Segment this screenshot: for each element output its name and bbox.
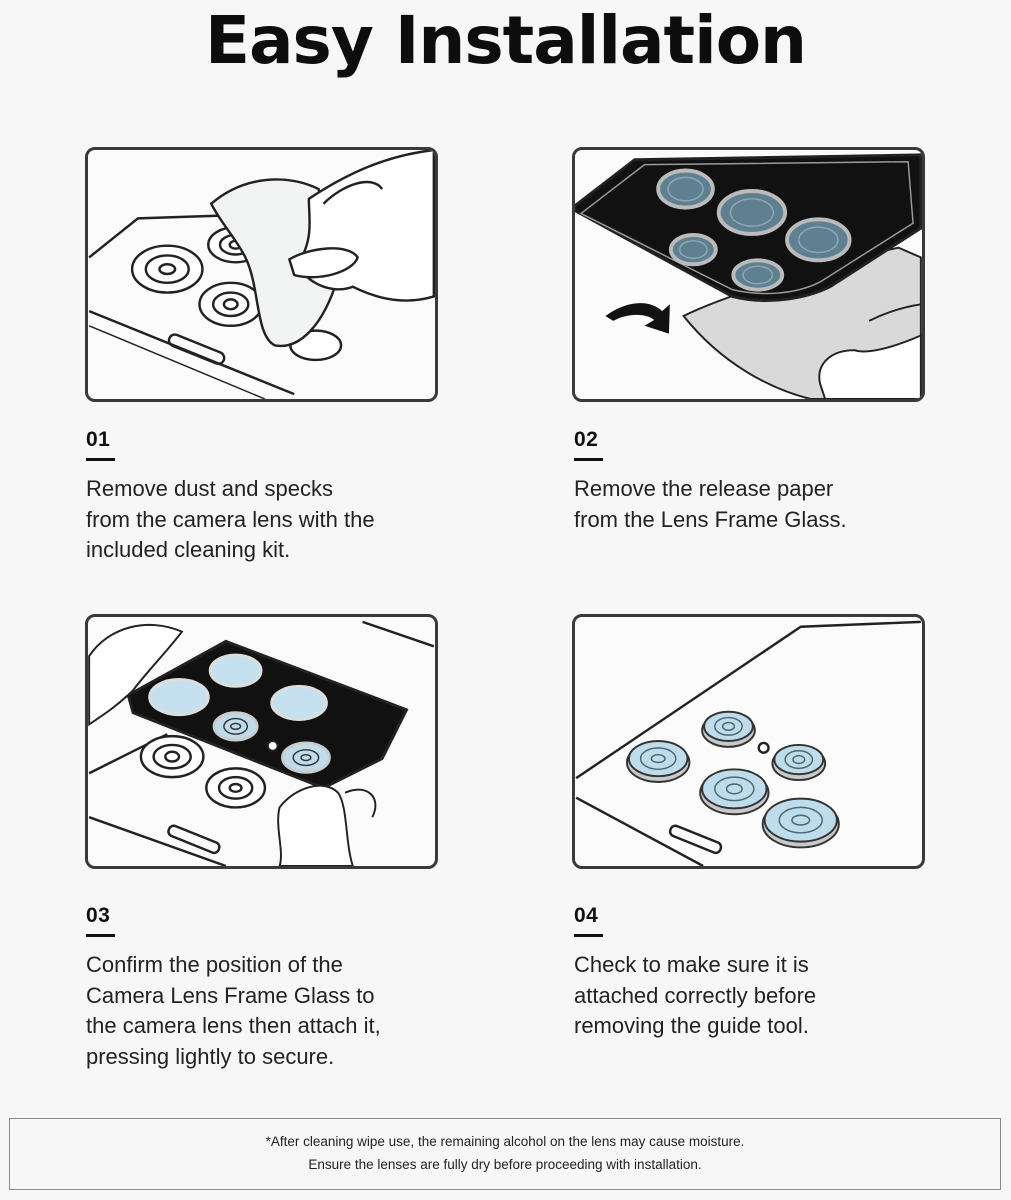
step-01-number: 01 — [86, 428, 111, 451]
step-04-line-2: attached correctly before — [574, 982, 817, 1008]
cleaning-illustration — [88, 150, 435, 399]
notice-line-1: *After cleaning wipe use, the remaining alcohol on the lens may cause moisture. — [265, 1134, 745, 1149]
step-02-number: 02 — [574, 428, 599, 451]
step-03-description — [86, 950, 466, 1072]
step-03-illustration — [85, 614, 438, 869]
release-paper-illustration — [575, 150, 922, 399]
step-04-description — [574, 950, 954, 1042]
moisture-notice — [9, 1118, 1001, 1190]
step-02-description — [574, 474, 954, 535]
step-02-line-1: Remove the release paper — [574, 476, 834, 501]
step-04-number: 04 — [574, 904, 599, 927]
step-03-line-3: the camera lens then attach it, — [86, 1013, 381, 1038]
step-02-illustration — [572, 147, 925, 402]
step-01-line-1: Remove dust and specks — [86, 476, 334, 501]
step-04-line-1: Check to make sure it is — [574, 952, 809, 977]
step-03-line-4: pressing lightly to secure. — [86, 1043, 335, 1069]
check-attached-illustration — [575, 617, 922, 866]
step-01-line-3: included cleaning kit. — [86, 537, 291, 562]
notice-line-2: Ensure the lenses are fully dry before proceeding with installation. — [308, 1157, 702, 1172]
step-02-line-2: from the Lens Frame Glass. — [574, 506, 847, 532]
page-title: Easy Installation — [204, 2, 807, 79]
step-03-line-1: Confirm the position of the — [86, 952, 343, 977]
step-01-illustration — [85, 147, 438, 402]
step-03-line-2: Camera Lens Frame Glass to — [86, 982, 375, 1008]
step-01-description — [86, 474, 466, 566]
step-04-line-3: removing the guide tool. — [574, 1013, 809, 1038]
attach-frame-illustration — [88, 617, 435, 866]
step-01-line-2: from the camera lens with the — [86, 506, 375, 532]
step-03-number: 03 — [86, 904, 111, 927]
step-04-illustration — [572, 614, 925, 869]
